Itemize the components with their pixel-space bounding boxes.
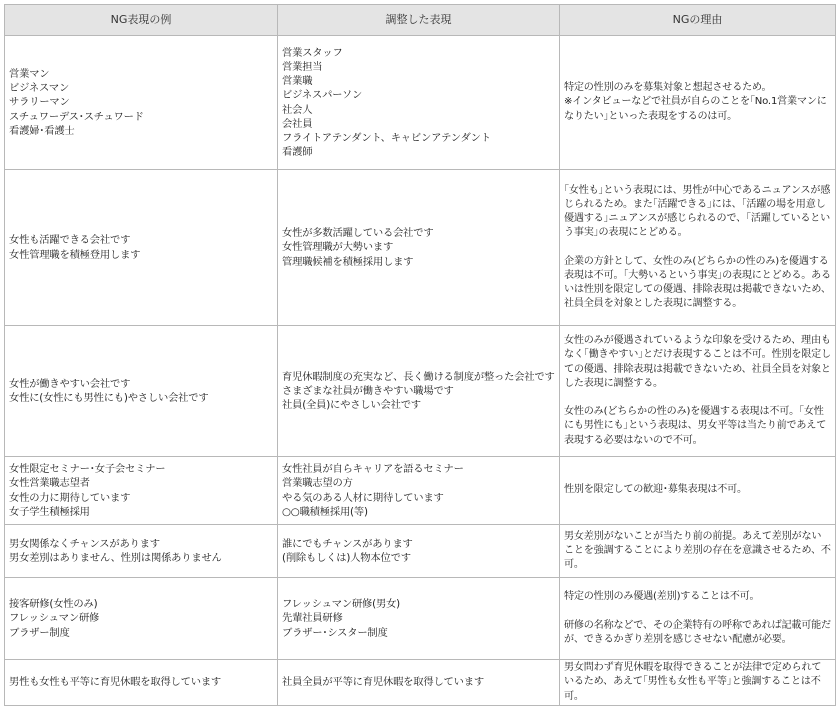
ng-example-cell: 男性も女性も平等に育児休暇を取得しています: [5, 660, 278, 706]
adjusted-cell: 誰にでもチャンスがあります (削除もしくは)人物本位です: [278, 525, 560, 578]
ng-example-cell: 女性も活躍できる会社です 女性管理職を積極登用します: [5, 170, 278, 326]
adjusted-cell: 社員全員が平等に育児休暇を取得しています: [278, 660, 560, 706]
reason-cell: 男女問わず育児休暇を取得できることが法律で定められているため、あえて｢男性も女性も平等｣と強調することは不可。: [560, 660, 836, 706]
ng-example-cell: 女性限定セミナー･女子会セミナー 女性営業職志望者 女性の力に期待しています 女子学生積極採用: [5, 457, 278, 525]
reason-cell: 特定の性別のみ優遇(差別)することは不可。 研修の名称などで、その企業特有の呼称であれば記載可能だが、できるかぎり差別を感じさせない配慮が必要。: [560, 578, 836, 660]
table-row: [5, 326, 836, 457]
adjusted-cell: 営業スタッフ 営業担当 営業職 ビジネスパーソン 社会人 会社員 フライトアテンダント、キャビンアテンダント 看護師: [278, 36, 560, 170]
reason-cell: 特定の性別のみを募集対象と想起させるため。 ※インタビューなどで社員が自らのことを｢No.1営業マンになりたい｣といった表現をするのは可。: [560, 36, 836, 170]
reason-cell: ｢女性も｣という表現には、男性が中心であるニュアンスが感じられるため。また｢活躍できる｣には、｢活躍の場を用意し優遇する｣ニュアンスが感じられるので、｢活躍しているという事実｣の表現にとどめる。 企業の方針として、女性のみ(どちらかの性のみ)を優遇する表現は不可。｢大勢いるという事実｣の表現にとどめる。あるいは性別を限定しての優遇、排除表現は掲載できないため、社員全員を対象とした表現に調整する。: [560, 170, 836, 326]
adjusted-cell: フレッシュマン研修(男女) 先輩社員研修 ブラザー･シスター制度: [278, 578, 560, 660]
header-reason: NGの理由: [560, 5, 836, 36]
ng-example-cell: 男女関係なくチャンスがあります 男女差別はありません、性別は関係ありません: [5, 525, 278, 578]
reason-cell: 男女差別がないことが当たり前の前提。あえて差別がないことを強調することにより差別の存在を意識させるため、不可。: [560, 525, 836, 578]
ng-expression-table: [4, 4, 836, 706]
reason-cell: 性別を限定しての歓迎･募集表現は不可。: [560, 457, 836, 525]
table-row: [5, 660, 836, 706]
table-row: [5, 457, 836, 525]
table-row: [5, 170, 836, 326]
table-row: [5, 578, 836, 660]
adjusted-cell: 女性社員が自らキャリアを語るセミナー 営業職志望の方 やる気のある人材に期待しています ○○職積極採用(等): [278, 457, 560, 525]
adjusted-cell: 育児休暇制度の充実など、長く働ける制度が整った会社です さまざまな社員が働きやすい職場です 社員(全員)にやさしい会社です: [278, 326, 560, 457]
header-ng-example: NG表現の例: [5, 5, 278, 36]
header-adjusted: 調整した表現: [278, 5, 560, 36]
reason-cell: 女性のみが優遇されているような印象を受けるため、理由もなく｢働きやすい｣とだけ表現することは不可。性別を限定しての優遇、排除表現は掲載できないため、社員全員を対象とした表現に調整する。 女性のみ(どちらかの性のみ)を優遇する表現は不可。｢女性にも男性にも｣という表現は、男女平等は当たり前であえて表現する必要はないので不可。: [560, 326, 836, 457]
adjusted-cell: 女性が多数活躍している会社です 女性管理職が大勢います 管理職候補を積極採用します: [278, 170, 560, 326]
ng-example-cell: 営業マン ビジネスマン サラリーマン スチュワーデス･スチュワード 看護婦･看護士: [5, 36, 278, 170]
ng-example-cell: 女性が働きやすい会社です 女性に(女性にも男性にも)やさしい会社です: [5, 326, 278, 457]
ng-example-cell: 接客研修(女性のみ) フレッシュマン研修 ブラザー制度: [5, 578, 278, 660]
header-row: [5, 5, 836, 36]
table-row: [5, 525, 836, 578]
table-row: [5, 36, 836, 170]
